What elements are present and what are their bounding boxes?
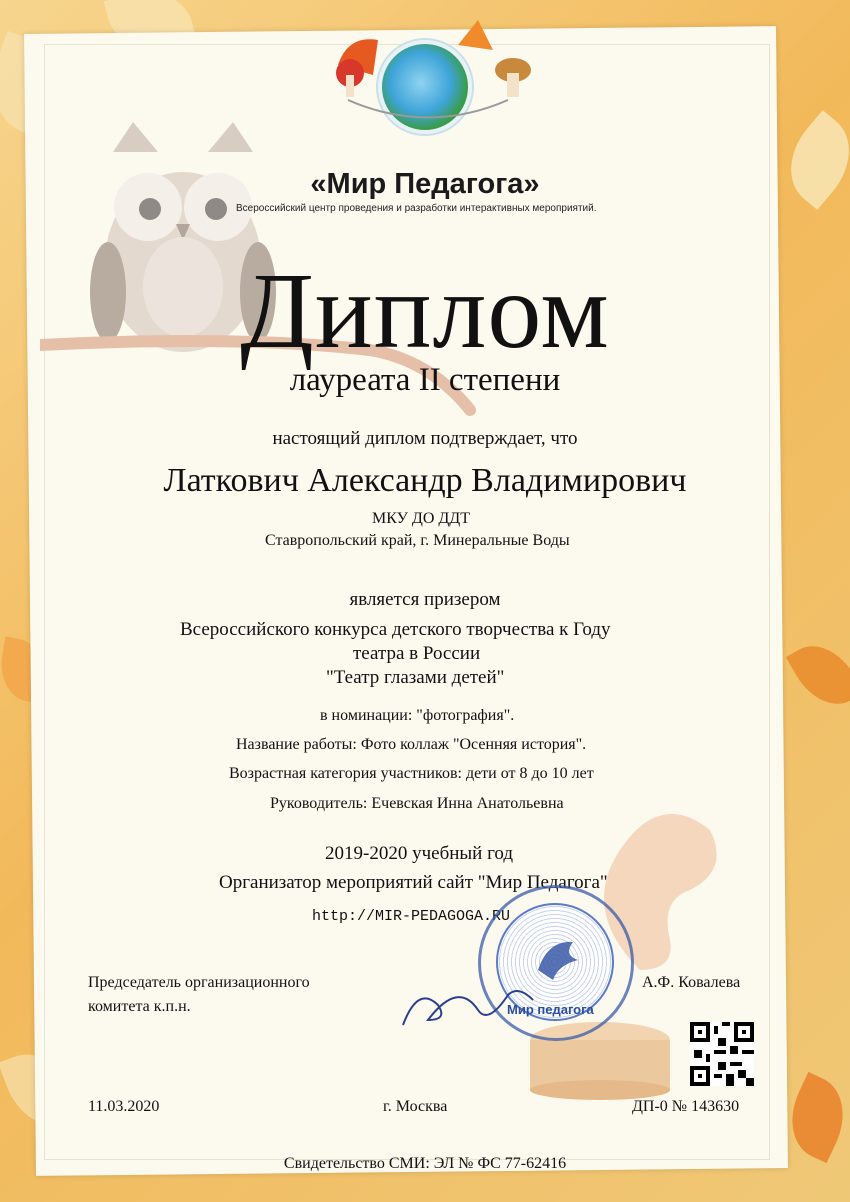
prize-text: является призером: [349, 589, 501, 610]
media-registration: Свидетельство СМИ: ЭЛ № ФС 77-62416: [283, 1155, 567, 1172]
contest-line1: Всероссийского конкурса детского творчества к Году: [180, 619, 611, 640]
organizer: Организатор мероприятий сайт "Мир Педагога": [219, 872, 608, 893]
signature-scribble: [398, 975, 538, 1035]
issue-city: г. Москва: [383, 1098, 448, 1115]
diploma-number: ДП-0 № 143630: [632, 1098, 740, 1115]
age-category: Возрастная категория участников: дети от 8 до 10 лет: [229, 765, 594, 782]
diploma-subtitle: лауреата II степени: [289, 362, 561, 398]
qr-code[interactable]: [690, 1022, 754, 1086]
contest-line2: театра в России: [353, 643, 481, 664]
supervisor: Руководитель: Ечевская Инна Анатольевна: [270, 795, 564, 812]
logo-decoration: [318, 15, 538, 135]
confirm-text: настоящий диплом подтверждает, что: [272, 428, 578, 449]
nomination: в номинации: "фотография".: [320, 707, 515, 724]
work-title: Название работы: Фото коллаж "Осенняя история".: [236, 736, 587, 753]
signer-name: А.Ф. Ковалева: [642, 974, 741, 991]
organization: МКУ ДО ДДТ: [372, 510, 470, 527]
position-line2: комитета к.п.н.: [88, 998, 191, 1015]
school-year: 2019-2020 учебный год: [325, 843, 514, 864]
contest-line3: "Театр глазами детей": [326, 667, 505, 688]
brand-subtitle: Всероссийский центр проведения и разработки интерактивных мероприятий.: [236, 203, 597, 214]
stamp-label: Мир педагога: [507, 1002, 594, 1017]
brand-name: «Мир Педагога»: [310, 168, 540, 200]
diploma-title: Диплом: [240, 252, 610, 371]
location: Ставропольский край, г. Минеральные Воды: [265, 532, 570, 549]
issue-date: 11.03.2020: [88, 1098, 160, 1115]
website-link[interactable]: http://MIR-PEDAGOGA.RU: [312, 908, 511, 925]
qr-code-icon: [690, 1022, 754, 1086]
position-line1: Председатель организационного: [88, 974, 310, 991]
recipient-name: Латкович Александр Владимирович: [163, 462, 687, 499]
